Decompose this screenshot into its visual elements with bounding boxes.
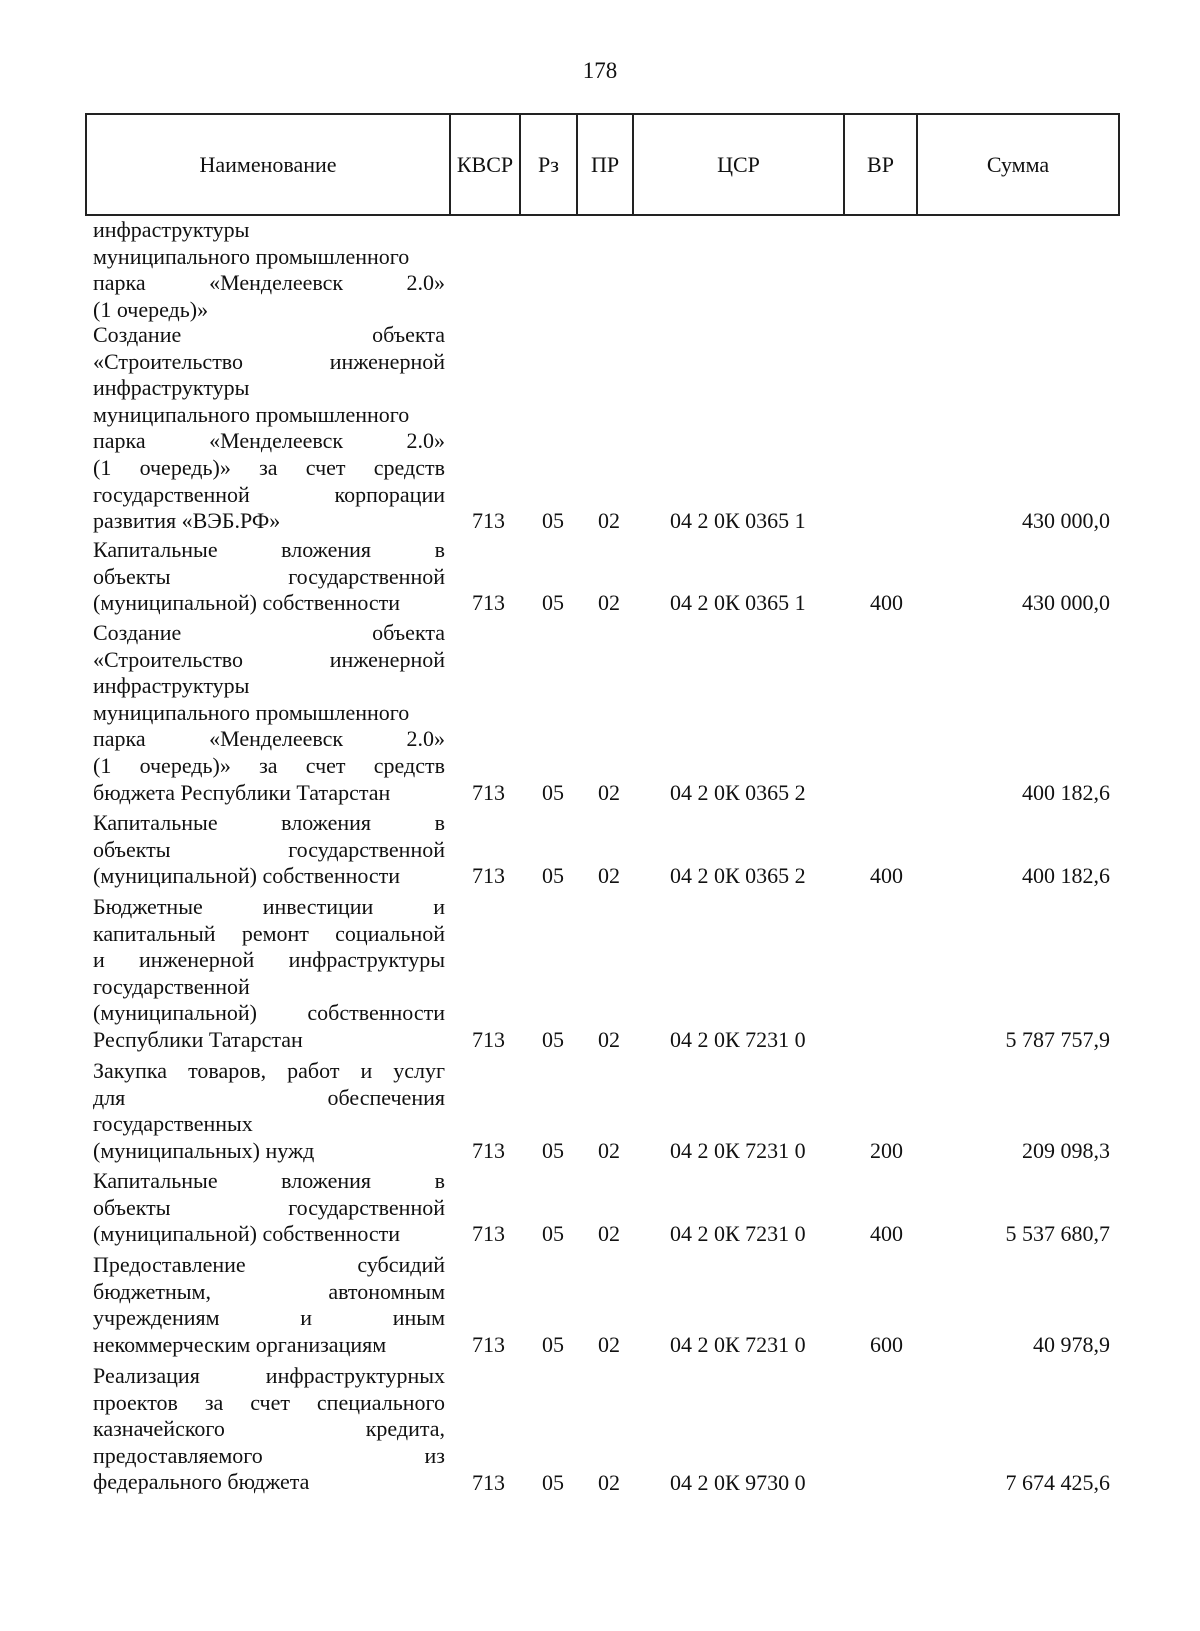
cell-vr: 400 xyxy=(870,590,903,616)
cell-pr: 02 xyxy=(598,1221,620,1247)
row-name: Создание объекта «Строительство инженерной инфраструктуры муниципального промышленного парка «Менделеевск 2.0» (1 очередь)» за счет средств государственной корпорации развития «ВЭБ.РФ» xyxy=(93,322,445,534)
cell-kvsr: 713 xyxy=(472,1332,505,1358)
cell-rz: 05 xyxy=(542,1470,564,1496)
cell-vr: 400 xyxy=(870,1221,903,1247)
cell-rz: 05 xyxy=(542,1027,564,1053)
cell-kvsr: 713 xyxy=(472,863,505,889)
cell-kvsr: 713 xyxy=(472,780,505,806)
table-row xyxy=(0,620,1200,807)
cell-csr: 04 2 0К 7231 0 xyxy=(670,1221,806,1247)
header-vr: ВР xyxy=(843,115,916,214)
cell-pr: 02 xyxy=(598,1332,620,1358)
cell-csr: 04 2 0К 7231 0 xyxy=(670,1027,806,1053)
cell-sum: 430 000,0 xyxy=(1022,508,1110,534)
cell-kvsr: 713 xyxy=(472,590,505,616)
cell-csr: 04 2 0К 0365 1 xyxy=(670,508,806,534)
cell-csr: 04 2 0К 9730 0 xyxy=(670,1470,806,1496)
table-row xyxy=(0,217,1200,325)
cell-rz: 05 xyxy=(542,590,564,616)
header-csr: ЦСР xyxy=(632,115,843,214)
cell-pr: 02 xyxy=(598,1027,620,1053)
header-rz: Рз xyxy=(519,115,576,214)
cell-rz: 05 xyxy=(542,1332,564,1358)
cell-pr: 02 xyxy=(598,863,620,889)
cell-kvsr: 713 xyxy=(472,1221,505,1247)
row-name: Бюджетные инвестиции и капитальный ремонт социальной и инженерной инфраструктуры государственной (муниципальной) собственности Республики Татарстан xyxy=(93,894,445,1052)
table-row xyxy=(0,322,1200,535)
row-name: Предоставление субсидий бюджетным, автономным учреждениям и иным некоммерческим организациям xyxy=(93,1252,445,1357)
cell-rz: 05 xyxy=(542,1138,564,1164)
cell-rz: 05 xyxy=(542,1221,564,1247)
cell-sum: 400 182,6 xyxy=(1022,863,1110,889)
header-name: Наименование xyxy=(199,151,337,177)
row-name: Создание объекта «Строительство инженерной инфраструктуры муниципального промышленного парка «Менделеевск 2.0» (1 очередь)» за счет средств бюджета Республики Татарстан xyxy=(93,620,445,805)
row-name: Капитальные вложения в объекты государственной (муниципальной) собственности xyxy=(93,810,445,889)
cell-pr: 02 xyxy=(598,1470,620,1496)
cell-rz: 05 xyxy=(542,863,564,889)
cell-sum: 430 000,0 xyxy=(1022,590,1110,616)
table-row xyxy=(0,1363,1200,1497)
cell-kvsr: 713 xyxy=(472,1470,505,1496)
cell-vr: 600 xyxy=(870,1332,903,1358)
cell-sum: 5 537 680,7 xyxy=(1005,1221,1110,1247)
cell-csr: 04 2 0К 0365 2 xyxy=(670,863,806,889)
row-name: Закупка товаров, работ и услуг для обеспечения государственных (муниципальных) нужд xyxy=(93,1058,445,1163)
row-name: Капитальные вложения в объекты государственной (муниципальной) собственности xyxy=(93,537,445,616)
cell-pr: 02 xyxy=(598,508,620,534)
header-pr: ПР xyxy=(576,115,632,214)
cell-sum: 400 182,6 xyxy=(1022,780,1110,806)
table-row xyxy=(0,1058,1200,1165)
cell-pr: 02 xyxy=(598,780,620,806)
cell-csr: 04 2 0К 7231 0 xyxy=(670,1332,806,1358)
header-kvsr: КВСР xyxy=(449,115,519,214)
cell-vr: 200 xyxy=(870,1138,903,1164)
cell-csr: 04 2 0К 0365 1 xyxy=(670,590,806,616)
table-row xyxy=(0,810,1200,890)
row-name: Капитальные вложения в объекты государственной (муниципальной) собственности xyxy=(93,1168,445,1247)
cell-kvsr: 713 xyxy=(472,508,505,534)
cell-vr: 400 xyxy=(870,863,903,889)
cell-sum: 7 674 425,6 xyxy=(1005,1470,1110,1496)
table-row xyxy=(0,1252,1200,1359)
cell-pr: 02 xyxy=(598,1138,620,1164)
table-row xyxy=(0,537,1200,617)
cell-rz: 05 xyxy=(542,780,564,806)
table-header xyxy=(85,113,1120,216)
row-name: Реализация инфраструктурных проектов за счет специального казначейского кредита, предоставляемого из федерального бюджета xyxy=(93,1363,445,1495)
cell-sum: 209 098,3 xyxy=(1022,1138,1110,1164)
cell-kvsr: 713 xyxy=(472,1138,505,1164)
table-row xyxy=(0,1168,1200,1248)
cell-csr: 04 2 0К 0365 2 xyxy=(670,780,806,806)
row-name: инфраструктуры муниципального промышленного парка «Менделеевск 2.0» (1 очередь)» xyxy=(93,217,445,322)
header-sum: Сумма xyxy=(916,115,1118,214)
table-row xyxy=(0,894,1200,1054)
cell-pr: 02 xyxy=(598,590,620,616)
cell-rz: 05 xyxy=(542,508,564,534)
cell-sum: 40 978,9 xyxy=(1033,1332,1110,1358)
page-number: 178 xyxy=(582,58,618,83)
cell-csr: 04 2 0К 7231 0 xyxy=(670,1138,806,1164)
cell-sum: 5 787 757,9 xyxy=(1005,1027,1110,1053)
cell-kvsr: 713 xyxy=(472,1027,505,1053)
